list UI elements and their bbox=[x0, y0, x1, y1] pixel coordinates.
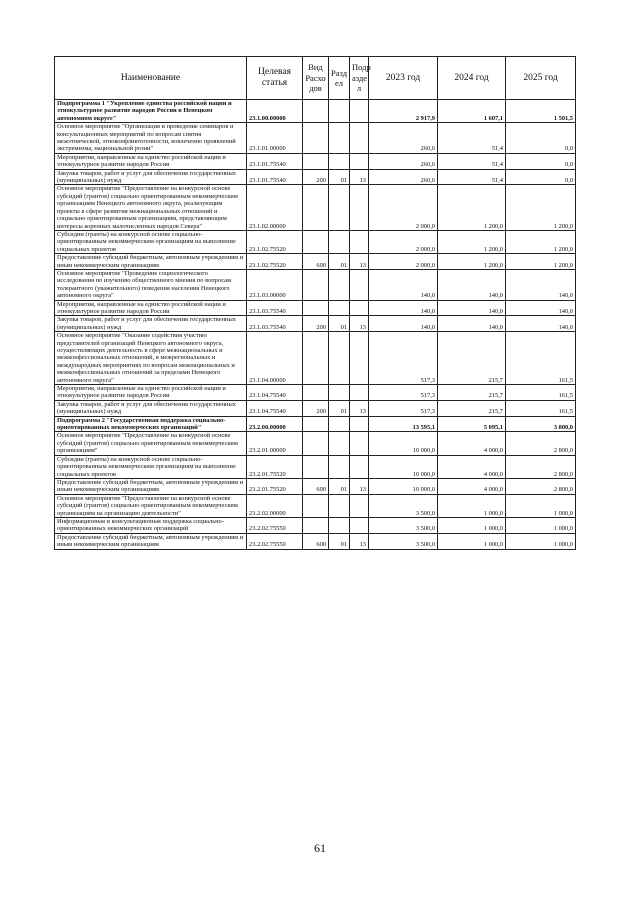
table-row bbox=[55, 230, 576, 253]
cell-expense-type bbox=[303, 269, 329, 300]
cell-2023: 3 500,0 bbox=[369, 533, 438, 549]
cell-2024: 4 000,0 bbox=[438, 455, 506, 478]
cell-2024: 140,0 bbox=[438, 269, 506, 300]
cell-name: Предоставление субсидий бюджетным, автономным учреждениям и иным некоммерческим организациям bbox=[55, 478, 247, 494]
cell-target-article: 23.1.03.75540 bbox=[247, 300, 303, 316]
table-row bbox=[55, 400, 576, 416]
cell-2024: 1 200,0 bbox=[438, 254, 506, 270]
cell-expense-type bbox=[303, 517, 329, 533]
table-body bbox=[55, 100, 576, 550]
cell-name: Закупка товаров, работ и услуг для обеспечения государственных (муниципальных) нужд bbox=[55, 400, 247, 416]
cell-section bbox=[329, 455, 350, 478]
cell-name: Основное мероприятие "Предоставление на конкурсной основе субсидий (грантов) социально ориентированным некоммерческим организациям на организацию деятельности" bbox=[55, 494, 247, 517]
cell-name: Предоставление субсидий бюджетным, автономным учреждениям и иным некоммерческим организациям bbox=[55, 254, 247, 270]
cell-2023: 2 000,0 bbox=[369, 254, 438, 270]
cell-expense-type bbox=[303, 153, 329, 169]
cell-expense-type bbox=[303, 185, 329, 230]
cell-2023: 517,3 bbox=[369, 385, 438, 401]
cell-section bbox=[329, 494, 350, 517]
cell-2025: 161,5 bbox=[506, 385, 576, 401]
page-number: 61 bbox=[314, 841, 326, 855]
cell-2024: 1 000,0 bbox=[438, 533, 506, 549]
cell-2024: 51,4 bbox=[438, 153, 506, 169]
cell-2024: 4 000,0 bbox=[438, 432, 506, 455]
cell-2024: 215,7 bbox=[438, 332, 506, 385]
cell-2024: 215,7 bbox=[438, 385, 506, 401]
cell-2023: 140,0 bbox=[369, 316, 438, 332]
header-year-2025: 2025 год bbox=[506, 57, 576, 100]
cell-name: Мероприятия, направленные на единство российской нации и этнокультурное развитие народов России bbox=[55, 385, 247, 401]
cell-2025: 161,5 bbox=[506, 332, 576, 385]
cell-2023: 2 917,9 bbox=[369, 100, 438, 123]
cell-2024: 1 000,0 bbox=[438, 517, 506, 533]
header-target-article: Целевая статья bbox=[247, 57, 303, 100]
table-row bbox=[55, 100, 576, 123]
cell-expense-type bbox=[303, 385, 329, 401]
header-year-2024: 2024 год bbox=[438, 57, 506, 100]
cell-2023: 3 500,0 bbox=[369, 494, 438, 517]
cell-name: Подпрограмма 1 "Укрепление единства российской нации и этнокультурное развитие народов России в Ненецком автономном округе" bbox=[55, 100, 247, 123]
table-row bbox=[55, 300, 576, 316]
cell-2024: 51,4 bbox=[438, 123, 506, 154]
cell-target-article: 23.1.04.75540 bbox=[247, 400, 303, 416]
cell-target-article: 23.1.04.75540 bbox=[247, 385, 303, 401]
cell-2024: 5 095,1 bbox=[438, 416, 506, 432]
cell-expense-type: 200 bbox=[303, 169, 329, 185]
cell-2024: 140,0 bbox=[438, 316, 506, 332]
cell-section: 01 bbox=[329, 254, 350, 270]
cell-expense-type bbox=[303, 300, 329, 316]
cell-subsection bbox=[350, 153, 369, 169]
cell-2023: 517,3 bbox=[369, 332, 438, 385]
cell-name: Подпрограмма 2 "Государственная поддержка социально-ориентированных некоммерческих организаций" bbox=[55, 416, 247, 432]
table-row bbox=[55, 416, 576, 432]
cell-2025: 1 200,0 bbox=[506, 230, 576, 253]
header-expense-type: Вид Расхо дов bbox=[303, 57, 329, 100]
cell-target-article: 23.1.04.00000 bbox=[247, 332, 303, 385]
cell-expense-type bbox=[303, 100, 329, 123]
cell-section bbox=[329, 300, 350, 316]
cell-expense-type bbox=[303, 494, 329, 517]
cell-2023: 3 500,0 bbox=[369, 517, 438, 533]
cell-subsection bbox=[350, 517, 369, 533]
cell-expense-type bbox=[303, 230, 329, 253]
cell-expense-type: 600 bbox=[303, 478, 329, 494]
cell-2025: 2 800,0 bbox=[506, 455, 576, 478]
cell-subsection bbox=[350, 269, 369, 300]
cell-expense-type: 200 bbox=[303, 400, 329, 416]
cell-section bbox=[329, 153, 350, 169]
cell-2025: 1 200,0 bbox=[506, 254, 576, 270]
cell-subsection: 13 bbox=[350, 254, 369, 270]
cell-name: Мероприятия, направленные на единство российской нации и этнокультурное развитие народов России bbox=[55, 153, 247, 169]
cell-subsection: 13 bbox=[350, 400, 369, 416]
table-row bbox=[55, 254, 576, 270]
cell-target-article: 23.1.02.75520 bbox=[247, 254, 303, 270]
cell-2023: 10 000,0 bbox=[369, 455, 438, 478]
cell-2024: 215,7 bbox=[438, 400, 506, 416]
cell-expense-type bbox=[303, 416, 329, 432]
cell-section bbox=[329, 385, 350, 401]
table-row bbox=[55, 478, 576, 494]
cell-section bbox=[329, 416, 350, 432]
cell-section: 01 bbox=[329, 400, 350, 416]
cell-2025: 2 800,0 bbox=[506, 478, 576, 494]
cell-2023: 10 000,0 bbox=[369, 478, 438, 494]
table-row bbox=[55, 517, 576, 533]
cell-2025: 1 200,0 bbox=[506, 185, 576, 230]
cell-subsection bbox=[350, 416, 369, 432]
cell-2024: 1 200,0 bbox=[438, 230, 506, 253]
table-row bbox=[55, 432, 576, 455]
budget-table bbox=[54, 56, 576, 550]
cell-target-article: 23.1.02.75520 bbox=[247, 230, 303, 253]
cell-target-article: 23.2.01.75520 bbox=[247, 455, 303, 478]
cell-2023: 140,0 bbox=[369, 300, 438, 316]
cell-section bbox=[329, 185, 350, 230]
cell-section bbox=[329, 332, 350, 385]
cell-subsection bbox=[350, 455, 369, 478]
cell-2023: 140,0 bbox=[369, 269, 438, 300]
table-row bbox=[55, 169, 576, 185]
cell-2023: 2 000,0 bbox=[369, 230, 438, 253]
table-row bbox=[55, 123, 576, 154]
cell-expense-type: 200 bbox=[303, 316, 329, 332]
cell-name: Закупка товаров, работ и услуг для обеспечения государственных (муниципальных) нужд bbox=[55, 169, 247, 185]
header-section: Разд ел bbox=[329, 57, 350, 100]
cell-subsection: 13 bbox=[350, 169, 369, 185]
cell-2025: 0,0 bbox=[506, 153, 576, 169]
cell-section bbox=[329, 432, 350, 455]
cell-2024: 1 000,0 bbox=[438, 494, 506, 517]
cell-section: 01 bbox=[329, 533, 350, 549]
table-row bbox=[55, 316, 576, 332]
cell-name: Мероприятия, направленные на единство российской нации и этнокультурное развитие народов России bbox=[55, 300, 247, 316]
cell-target-article: 23.2.00.00000 bbox=[247, 416, 303, 432]
cell-expense-type: 600 bbox=[303, 533, 329, 549]
cell-name: Основное мероприятие "Предоставление на конкурсной основе субсидий (грантов) социально ориентированным некоммерческим организациям Ненецкого автономного округа, реализующим проекты в сфере развития межнациональных отношений и социально ориентированным организациям, представляющим интересы коренных малочисленных народов Севера" bbox=[55, 185, 247, 230]
table-row bbox=[55, 185, 576, 230]
table-row bbox=[55, 269, 576, 300]
cell-2023: 13 595,1 bbox=[369, 416, 438, 432]
cell-expense-type bbox=[303, 432, 329, 455]
cell-2024: 1 200,0 bbox=[438, 185, 506, 230]
cell-section bbox=[329, 230, 350, 253]
header-subsection: Подр азде л bbox=[350, 57, 369, 100]
cell-name: Субсидии (гранты) на конкурсной основе социально-ориентированным некоммерческим организациям на выполнение социальных проектов bbox=[55, 230, 247, 253]
table-header bbox=[55, 57, 576, 100]
table-row bbox=[55, 153, 576, 169]
cell-subsection bbox=[350, 123, 369, 154]
cell-section: 01 bbox=[329, 316, 350, 332]
cell-2025: 140,0 bbox=[506, 316, 576, 332]
cell-target-article: 23.2.02.75550 bbox=[247, 533, 303, 549]
table-row bbox=[55, 385, 576, 401]
cell-subsection: 13 bbox=[350, 533, 369, 549]
cell-subsection: 13 bbox=[350, 316, 369, 332]
cell-subsection bbox=[350, 494, 369, 517]
cell-section: 01 bbox=[329, 169, 350, 185]
cell-target-article: 23.1.01.00000 bbox=[247, 123, 303, 154]
cell-2024: 51,4 bbox=[438, 169, 506, 185]
cell-2025: 1 000,0 bbox=[506, 533, 576, 549]
cell-2023: 10 000,0 bbox=[369, 432, 438, 455]
cell-name: Информационная и консультационная поддержка социально-ориентированных некоммерческих организаций bbox=[55, 517, 247, 533]
cell-target-article: 23.2.01.00000 bbox=[247, 432, 303, 455]
cell-section bbox=[329, 100, 350, 123]
cell-2025: 1 501,5 bbox=[506, 100, 576, 123]
cell-2025: 140,0 bbox=[506, 300, 576, 316]
cell-name: Основное мероприятие "Проведение социологического исследования по изучению общественного мнения по вопросам толерантного (уважительного) поведения населения Ненецкого автономного округа" bbox=[55, 269, 247, 300]
cell-section bbox=[329, 517, 350, 533]
cell-name: Предоставление субсидий бюджетным, автономным учреждениям и иным некоммерческим организациям bbox=[55, 533, 247, 549]
cell-section: 01 bbox=[329, 478, 350, 494]
cell-target-article: 23.1.00.00000 bbox=[247, 100, 303, 123]
cell-2024: 140,0 bbox=[438, 300, 506, 316]
cell-subsection bbox=[350, 230, 369, 253]
cell-2025: 140,0 bbox=[506, 269, 576, 300]
cell-name: Закупка товаров, работ и услуг для обеспечения государственных (муниципальных) нужд bbox=[55, 316, 247, 332]
cell-target-article: 23.1.03.75540 bbox=[247, 316, 303, 332]
cell-name: Основное мероприятие "Оказание содействия участию представителей организаций Ненецкого автономного округа, осуществляющих деятельность в сфере межнациональных и межконфессиональных отношений, в межрегиональных и международных мероприятиях по вопросам межнациональных и межконфессиональных отношений за пределами Ненецкого автономного округа" bbox=[55, 332, 247, 385]
cell-expense-type bbox=[303, 332, 329, 385]
cell-2023: 260,6 bbox=[369, 123, 438, 154]
cell-2025: 2 800,0 bbox=[506, 432, 576, 455]
cell-2025: 161,5 bbox=[506, 400, 576, 416]
cell-2024: 4 000,0 bbox=[438, 478, 506, 494]
cell-2023: 2 000,0 bbox=[369, 185, 438, 230]
table-row bbox=[55, 494, 576, 517]
cell-subsection: 13 bbox=[350, 478, 369, 494]
cell-expense-type bbox=[303, 123, 329, 154]
cell-target-article: 23.2.01.75520 bbox=[247, 478, 303, 494]
cell-target-article: 23.1.03.00000 bbox=[247, 269, 303, 300]
cell-2025: 0,0 bbox=[506, 123, 576, 154]
cell-target-article: 23.2.02.75550 bbox=[247, 517, 303, 533]
cell-target-article: 23.2.02.00000 bbox=[247, 494, 303, 517]
table-row bbox=[55, 533, 576, 549]
cell-expense-type bbox=[303, 455, 329, 478]
cell-target-article: 23.1.01.75540 bbox=[247, 153, 303, 169]
cell-name: Основное мероприятие "Предоставление на конкурсной основе субсидий (грантов) социально ориентированным некоммерческим организациям" bbox=[55, 432, 247, 455]
cell-subsection bbox=[350, 432, 369, 455]
cell-name: Основное мероприятие "Организация и проведение семинаров и консультационных мероприятий по вопросам снятия межэтнической, этноконфликтогенности, вовлеченно проявлений экстремизма, национальной розни" bbox=[55, 123, 247, 154]
cell-2025: 0,0 bbox=[506, 169, 576, 185]
cell-2023: 260,6 bbox=[369, 169, 438, 185]
header-name: Наименование bbox=[55, 57, 247, 100]
cell-section bbox=[329, 269, 350, 300]
table-row bbox=[55, 332, 576, 385]
cell-2025: 3 800,0 bbox=[506, 416, 576, 432]
cell-expense-type: 600 bbox=[303, 254, 329, 270]
header-year-2023: 2023 год bbox=[369, 57, 438, 100]
cell-2024: 1 607,1 bbox=[438, 100, 506, 123]
cell-2025: 1 000,0 bbox=[506, 517, 576, 533]
cell-subsection bbox=[350, 300, 369, 316]
cell-target-article: 23.1.02.00000 bbox=[247, 185, 303, 230]
cell-2023: 517,3 bbox=[369, 400, 438, 416]
cell-2023: 260,6 bbox=[369, 153, 438, 169]
cell-target-article: 23.1.01.75540 bbox=[247, 169, 303, 185]
cell-subsection bbox=[350, 100, 369, 123]
cell-subsection bbox=[350, 385, 369, 401]
table-row bbox=[55, 455, 576, 478]
cell-subsection bbox=[350, 185, 369, 230]
cell-subsection bbox=[350, 332, 369, 385]
cell-2025: 1 000,0 bbox=[506, 494, 576, 517]
cell-name: Субсидии (гранты) на конкурсной основе социально-ориентированным некоммерческим организациям на выполнение социальных проектов bbox=[55, 455, 247, 478]
cell-section bbox=[329, 123, 350, 154]
